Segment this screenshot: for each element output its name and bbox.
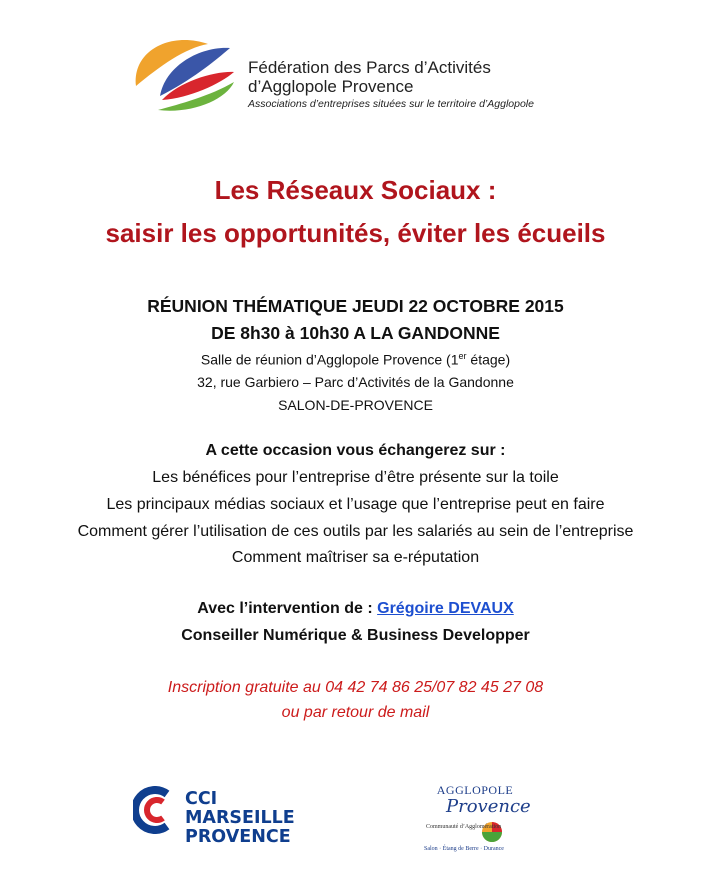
cci-name: [185, 790, 333, 847]
agglopole-logo: [420, 780, 530, 860]
org-name: [248, 58, 491, 96]
agglopole-bottom: Salon · Étang de Berre · Durance: [424, 846, 504, 852]
title-line1: Les Réseaux Sociaux :: [214, 175, 497, 205]
federation-logo: [130, 26, 240, 116]
speaker-link[interactable]: Grégoire DEVAUX: [377, 600, 514, 617]
speaker-role: Conseiller Numérique & Business Developper: [181, 627, 530, 644]
agglopole-sub-line1: Communauté d’Agglomération: [426, 824, 502, 830]
cci-name-line1: CCI MARSEILLE: [185, 789, 295, 828]
cci-logo: [133, 786, 333, 847]
org-name-line2: d’Agglopole Provence: [248, 77, 414, 96]
event-city: SALON-DE-PROVENCE: [278, 397, 433, 413]
agglopole-sub: [426, 824, 501, 831]
title-line2: saisir les opportunités, éviter les écueils: [105, 218, 606, 248]
venue-suffix: étage): [466, 351, 511, 368]
event-date-line: RÉUNION THÉMATIQUE JEUDI 22 OCTOBRE 2015: [147, 296, 564, 316]
event-venue: [0, 351, 711, 368]
speaker-line: [0, 600, 711, 618]
org-name-line1: Fédération des Parcs d’Activités: [248, 58, 491, 77]
topics-intro: A cette occasion vous échangerez sur :: [205, 442, 506, 459]
event-time-line: DE 8h30 à 10h30 A LA GANDONNE: [211, 323, 500, 343]
topic-item: Les principaux médias sociaux et l’usage que l’entreprise peut en faire: [106, 496, 605, 513]
registration-line1: Inscription gratuite au 04 42 74 86 25/07 82 45 27 08: [167, 679, 544, 696]
registration-line2: ou par retour de mail: [281, 704, 430, 721]
cci-name-line2: PROVENCE: [185, 827, 291, 847]
agglopole-name: AGGLOPOLE: [436, 783, 514, 797]
topic-item: Les bénéfices pour l’entreprise d’être présente sur la toile: [152, 469, 559, 486]
cci-mark-icon: [133, 786, 181, 834]
agglopole-script: Provence: [446, 796, 531, 817]
org-tagline: Associations d’entreprises situées sur le territoire d’Agglopole: [248, 98, 534, 110]
venue-prefix: Salle de réunion d’Agglopole Provence (1: [200, 351, 459, 368]
speaker-intro: Avec l’intervention de :: [197, 600, 378, 617]
event-address: 32, rue Garbiero – Parc d’Activités de la Gandonne: [197, 374, 514, 390]
topic-item: Comment maîtriser sa e-réputation: [231, 549, 480, 566]
venue-sup: er: [458, 351, 467, 361]
topic-item: Comment gérer l’utilisation de ces outils par les salariés au sein de l’entreprise: [77, 523, 634, 540]
header: [130, 26, 690, 126]
